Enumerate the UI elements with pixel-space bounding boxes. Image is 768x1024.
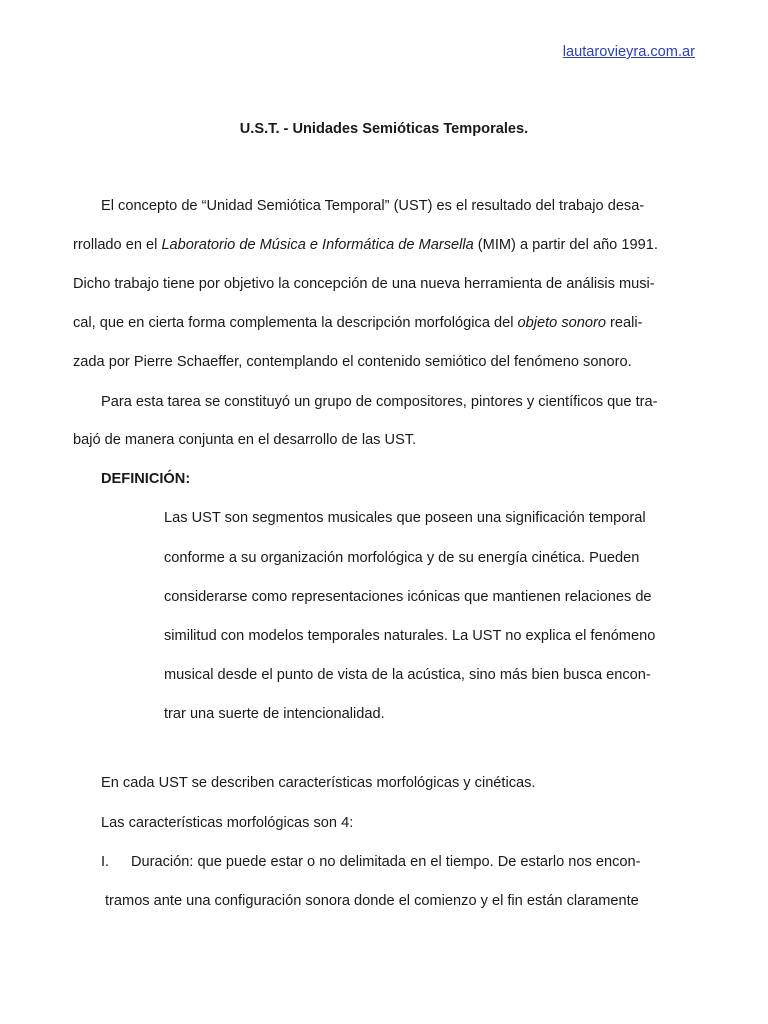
definition-line: Las UST son segmentos musicales que poseen una significación temporal: [164, 510, 646, 526]
term-italic: objeto sonoro: [517, 315, 606, 331]
definition-line: considerarse como representaciones icónicas que mantienen relaciones de: [164, 589, 652, 605]
list-marker: I.: [101, 854, 110, 870]
paragraph-morphological: Las características morfológicas son 4:: [101, 815, 354, 831]
header-website-link[interactable]: lautarovieyra.com.ar: [562, 44, 695, 60]
definition-line: conforme a su organización morfológica y de su energía cinética. Pueden: [164, 550, 640, 566]
text-line: El concepto de “Unidad Semiótica Temporal” (UST) es el resultado del trabajo desa-: [101, 198, 645, 214]
definition-heading: DEFINICIÓN:: [101, 471, 191, 487]
text-line: [73, 235, 658, 255]
text-fragment: (MIM) a partir del año 1991.: [473, 237, 658, 253]
text-line: Para esta tarea se constituyó un grupo de compositores, pintores y científicos que tra-: [101, 394, 658, 410]
text-line: zada por Pierre Schaeffer, contemplando el contenido semiótico del fenómeno sonoro.: [73, 354, 632, 370]
text-fragment: reali-: [605, 315, 643, 331]
definition-line: musical desde el punto de vista de la acústica, sino más bien busca encon-: [164, 667, 651, 683]
text-fragment: cal, que en cierta forma complementa la descripción morfológica del: [73, 315, 518, 331]
lab-name-italic: Laboratorio de Música e Informática de Marsella: [161, 237, 474, 253]
definition-line: trar una suerte de intencionalidad.: [164, 706, 385, 722]
definition-line: similitud con modelos temporales naturales. La UST no explica el fenómeno: [164, 628, 656, 644]
text-line: [73, 313, 642, 333]
list-item-line: tramos ante una configuración sonora donde el comienzo y el fin están claramente: [105, 893, 639, 909]
list-item-line: Duración: que puede estar o no delimitada en el tiempo. De estarlo nos encon-: [131, 854, 641, 870]
paragraph-characteristics: En cada UST se describen características morfológicas y cinéticas.: [101, 775, 536, 791]
text-line: bajó de manera conjunta en el desarrollo de las UST.: [73, 432, 417, 448]
document-title: U.S.T. - Unidades Semióticas Temporales.: [239, 121, 529, 137]
text-fragment: rrollado en el: [73, 237, 162, 253]
text-line: Dicho trabajo tiene por objetivo la concepción de una nueva herramienta de análisis musi-: [73, 276, 655, 292]
